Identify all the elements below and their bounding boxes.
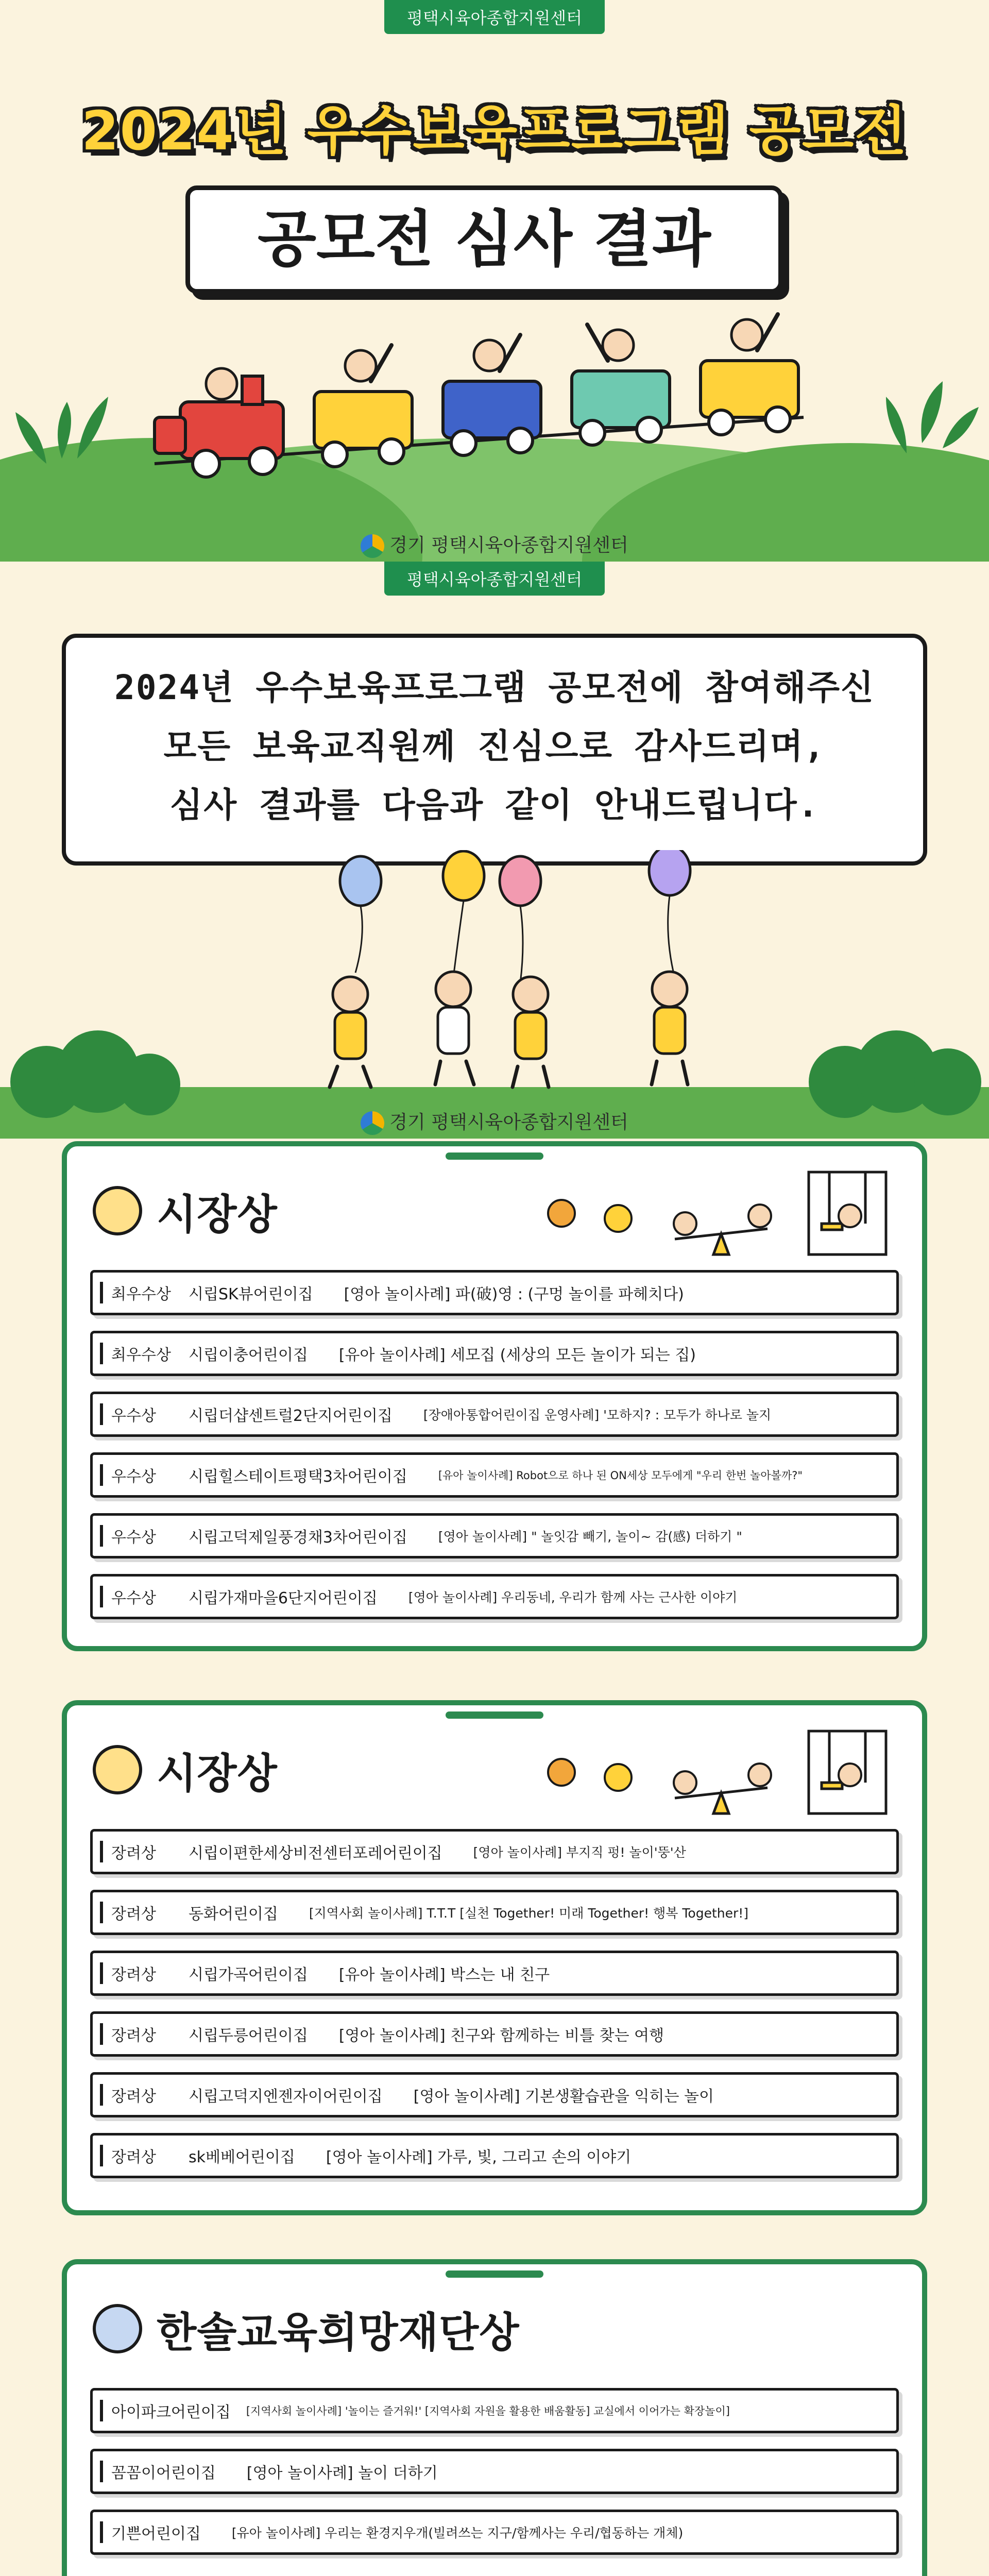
school-name: 아이파크어린이집: [111, 2403, 231, 2421]
playground-seesaw-swing-icon: [531, 1726, 891, 1819]
section-header: [93, 1182, 278, 1239]
program-title: [영아 놀이사례] 기본생활습관을 익히는 놀이: [413, 2088, 714, 2106]
school-name: 시립더샵센트럴2단지어린이집: [189, 1407, 393, 1425]
section-title: 시장상: [157, 1190, 278, 1239]
program-title: [유아 놀이사례] Robot으로 하나 된 ON세상 모두에게 "우리 한번 놀아볼까?": [438, 1469, 803, 1482]
result-title-box: 공모전 심사 결과: [185, 185, 783, 294]
award-row: [90, 1452, 899, 1498]
center-logo-text: 경기 평택시육아종합지원센터: [389, 535, 628, 556]
program-title: [유아 놀이사례] 우리는 환경지우개(빌려쓰는 지구/함께사는 우리/협동하는 개체): [231, 2526, 684, 2540]
thanks-message-box: [62, 634, 927, 866]
section-notch: [446, 2270, 543, 2278]
school-name: 시립가곡어린이집: [189, 1966, 308, 1984]
school-name: 시립고덕지엔젠자이어린이집: [189, 2088, 383, 2106]
award-level: 우수상: [111, 1407, 156, 1425]
center-logo: [0, 1108, 989, 1135]
main-title: 2024년 우수보육프로그램 공모전: [81, 99, 908, 162]
award-level: 최우수상: [111, 1285, 171, 1303]
award-row: [90, 1513, 899, 1558]
school-name: 시립두릉어린이집: [189, 2027, 308, 2045]
award-level: 장려상: [111, 1966, 156, 1984]
award-row: [90, 2011, 899, 2057]
school-name: 시립이편한세상비전센터포레어린이집: [189, 1844, 442, 1862]
school-name: 꼼꼼이어린이집: [111, 2464, 216, 2482]
thanks-banner: [0, 562, 989, 1139]
train-hill-illustration: [0, 289, 989, 562]
program-title: [영아 놀이사례] " 놀잇감 빼기, 놀이~ 감(感) 더하기 ": [438, 1529, 742, 1544]
center-logo-text: 경기 평택시육아종합지원센터: [389, 1112, 628, 1133]
section-dot-icon: [93, 1745, 142, 1794]
playground-seesaw-swing-icon: [531, 1167, 891, 1260]
thanks-line: 모든 보육교직원께 진심으로 감사드리며,: [163, 726, 826, 766]
award-level: 우수상: [111, 1589, 156, 1607]
school-name: 시립힐스테이트평택3차어린이집: [189, 1468, 407, 1486]
program-title: [유아 놀이사례] 세모집 (세상의 모든 놀이가 되는 집): [338, 1346, 696, 1364]
program-title: [영아 놀이사례] 놀이 더하기: [246, 2464, 438, 2482]
section-notch: [446, 1153, 543, 1160]
award-row: [90, 1890, 899, 1935]
center-logo-icon: [361, 1111, 384, 1135]
section-header: [93, 1741, 278, 1798]
award-row: [90, 1392, 899, 1437]
center-logo: [0, 531, 989, 558]
award-list: [90, 1270, 899, 1635]
school-name: 기쁜어린이집: [111, 2525, 201, 2543]
award-list: [90, 2388, 899, 2570]
award-section-hansol: [62, 2259, 927, 2576]
school-name: 시립가재마을6단지어린이집: [189, 1589, 378, 1607]
program-title: [영아 놀이사례] 친구와 함께하는 비틀 찾는 여행: [338, 2027, 664, 2045]
program-title: [유아 놀이사례] 박스는 내 친구: [338, 1966, 550, 1984]
section-header: [93, 2300, 520, 2357]
award-level: 장려상: [111, 2088, 156, 2106]
award-list: [90, 1829, 899, 2194]
award-level: 장려상: [111, 1905, 156, 1923]
award-level: 장려상: [111, 1844, 156, 1862]
award-section-mayor-excellence: [62, 1141, 927, 1651]
school-name: 시립고덕제일풍경채3차어린이집: [189, 1529, 407, 1547]
section-dot-icon: [93, 1186, 142, 1235]
school-name: 시립SK뷰어린이집: [189, 1285, 313, 1303]
award-level: 장려상: [111, 2148, 156, 2166]
program-title: [영아 놀이사례] 파(破)영 : (구멍 놀이를 파헤치다): [344, 1285, 684, 1303]
award-row: [90, 2449, 899, 2494]
award-section-mayor-encouragement: [62, 1700, 927, 2215]
award-row: [90, 2072, 899, 2117]
hero-banner: [0, 0, 989, 562]
kids-playground-slide-icon: [98, 2573, 901, 2576]
thanks-line: 2024년 우수보육프로그램 공모전에 참여해주신: [114, 668, 875, 707]
award-level: 장려상: [111, 2027, 156, 2045]
award-row: [90, 2133, 899, 2178]
program-title: [영아 놀이사례] 우리동네, 우리가 함께 사는 근사한 이야기: [408, 1590, 738, 1605]
award-level: 우수상: [111, 1529, 156, 1547]
center-tag: 평택시육아종합지원센터: [384, 0, 605, 34]
award-row: [90, 1829, 899, 1874]
school-name: 동화어린이집: [189, 1905, 278, 1923]
balloon-kids-illustration: [0, 850, 989, 1139]
award-level: 최우수상: [111, 1346, 171, 1364]
section-notch: [446, 1711, 543, 1719]
program-title: [영아 놀이사례] 가루, 빛, 그리고 손의 이야기: [326, 2148, 632, 2166]
award-row: [90, 1951, 899, 1996]
award-row: [90, 1331, 899, 1376]
school-name: sk베베어린이집: [189, 2148, 295, 2166]
center-tag: 평택시육아종합지원센터: [384, 562, 605, 596]
award-level: 우수상: [111, 1468, 156, 1486]
award-row: [90, 1574, 899, 1619]
program-title: [영아 놀이사례] 부지직 펑! 놀이'뚱'산: [473, 1845, 686, 1860]
program-title: [장애아통합어린이집 운영사례] '모하지? : 모두가 하나로 놀지: [423, 1408, 772, 1422]
program-title: [지역사회 놀이사례] T.T.T [실천 Together! 미래 Together! 행복 Together!]: [309, 1906, 749, 1921]
program-title: [지역사회 놀이사례] '놀이는 즐거워!' [지역사회 자원을 활용한 배움활동] 교실에서 이어가는 확장놀이]: [246, 2405, 730, 2417]
award-row: [90, 2510, 899, 2555]
center-logo-icon: [361, 534, 384, 558]
section-title: 한솔교육희망재단상: [157, 2308, 520, 2357]
thanks-line: 심사 결과를 다음과 같이 안내드립니다.: [169, 785, 820, 825]
school-name: 시립이충어린이집: [189, 1346, 308, 1364]
award-row: [90, 1270, 899, 1315]
section-title: 시장상: [157, 1749, 278, 1798]
award-row: [90, 2388, 899, 2433]
section-dot-icon: [93, 2304, 142, 2353]
